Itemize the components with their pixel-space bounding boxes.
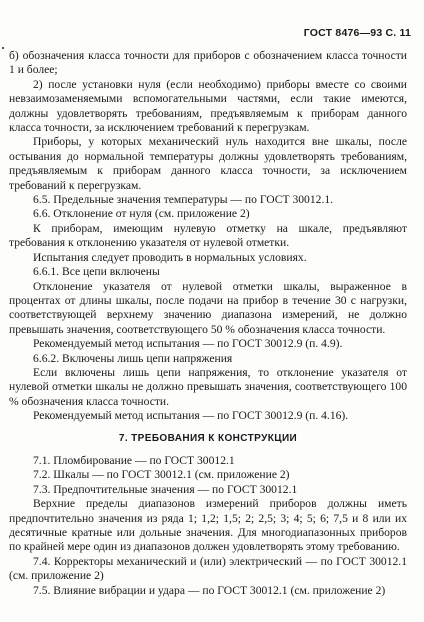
clause-7-2: 7.2. Шкалы — по ГОСТ 30012.1 (см. приложение 2) <box>33 468 290 482</box>
page-header: ГОСТ 8476—93 С. 11 <box>303 27 411 39</box>
paragraph-all-circuits-deviation: Отклонение указателя от нулевой отметки шкалы, выраженное в процентах от длины шкалы, после подачи на прибор в течение 30 с нагрузки, соответствующей верхнему значению диапазона измерений, не должно превышать значения, соответствующего 50 % обозначения класса точности. <box>9 279 407 336</box>
paragraph-test-method-4-9: Рекомендуемый метод испытания — по ГОСТ 30012.9 (п. 4.9). <box>33 337 343 351</box>
paragraph-preferred-values: Верхние пределы диапазонов измерений приборов должны иметь предпочтительно значения из ряда 1; 1,2; 1,5; 2; 2,5; 3; 4; 5; 6; 7,5 и 8 или их десятичные кратные или дольные значения. Для многодиапазонных приборов по крайней мере один из диапазонов должен удовлетворять этому требованию. <box>9 497 407 554</box>
paragraph-b-class-notation: б) обозначения класса точности для приборов с обозначением класса точности 1 и более; <box>9 49 407 77</box>
section-gap <box>9 424 407 432</box>
clause-7-3: 7.3. Предпочтительные значения — по ГОСТ 30012.1 <box>33 482 298 496</box>
paragraph-test-method-4-16: Рекомендуемый метод испытания — по ГОСТ 30012.9 (п. 4.16). <box>33 409 349 423</box>
clause-6-6-1: 6.6.1. Все цепи включены <box>33 265 160 279</box>
paragraph-test-conditions: Испытания следует проводить в нормальных условиях. <box>33 250 307 264</box>
paragraph-voltage-circuits-deviation: Если включены лишь цепи напряжения, то отклонение указателя от нулевой отметки шкалы не должно превышать значения, соответствующего 100 % обозначения класса точности. <box>9 365 407 408</box>
margin-mark <box>2 47 4 49</box>
clause-7-5: 7.5. Влияние вибрации и удара — по ГОСТ 30012.1 (см. приложение 2) <box>33 583 386 597</box>
clause-6-5: 6.5. Предельные значения температуры — по ГОСТ 30012.1. <box>33 193 334 207</box>
document-body <box>9 49 407 598</box>
clause-7-1: 7.1. Пломбирование — по ГОСТ 30012.1 <box>33 453 235 467</box>
section-heading: 7. ТРЕБОВАНИЯ К КОНСТРУКЦИИ <box>118 432 298 444</box>
clause-6-6-2: 6.6.2. Включены лишь цепи напряжения <box>33 351 233 365</box>
paragraph-zero-setting: 2) после установки нуля (если необходимо) приборы вместе со своими невзаимозаменяемыми вспомогательными частями, если такие имеются, должны удовлетворять требованиям, предъявляемым к приборам данного класса точности, за исключением требований к перегрузкам. <box>9 77 407 135</box>
paragraph-zero-deviation-requirements: К приборам, имеющим нулевую отметку на шкале, предъявляют требования к отклонению указателя от нулевой отметки. <box>9 221 407 250</box>
section-gap <box>9 446 407 454</box>
clause-6-6: 6.6. Отклонение от нуля (см. приложение 2) <box>33 207 250 221</box>
clause-7-4: 7.4. Корректоры механический и (или) электрический — по ГОСТ 30012.1 (см. приложение 2) <box>9 554 407 583</box>
paragraph-mechanical-zero: Приборы, у которых механический нуль находится вне шкалы, после остывания до нормальной температуры должны удовлетворять требованиям, предъявляемым к приборам данного класса точности, за исключением требований к перегрузкам. <box>9 135 407 192</box>
